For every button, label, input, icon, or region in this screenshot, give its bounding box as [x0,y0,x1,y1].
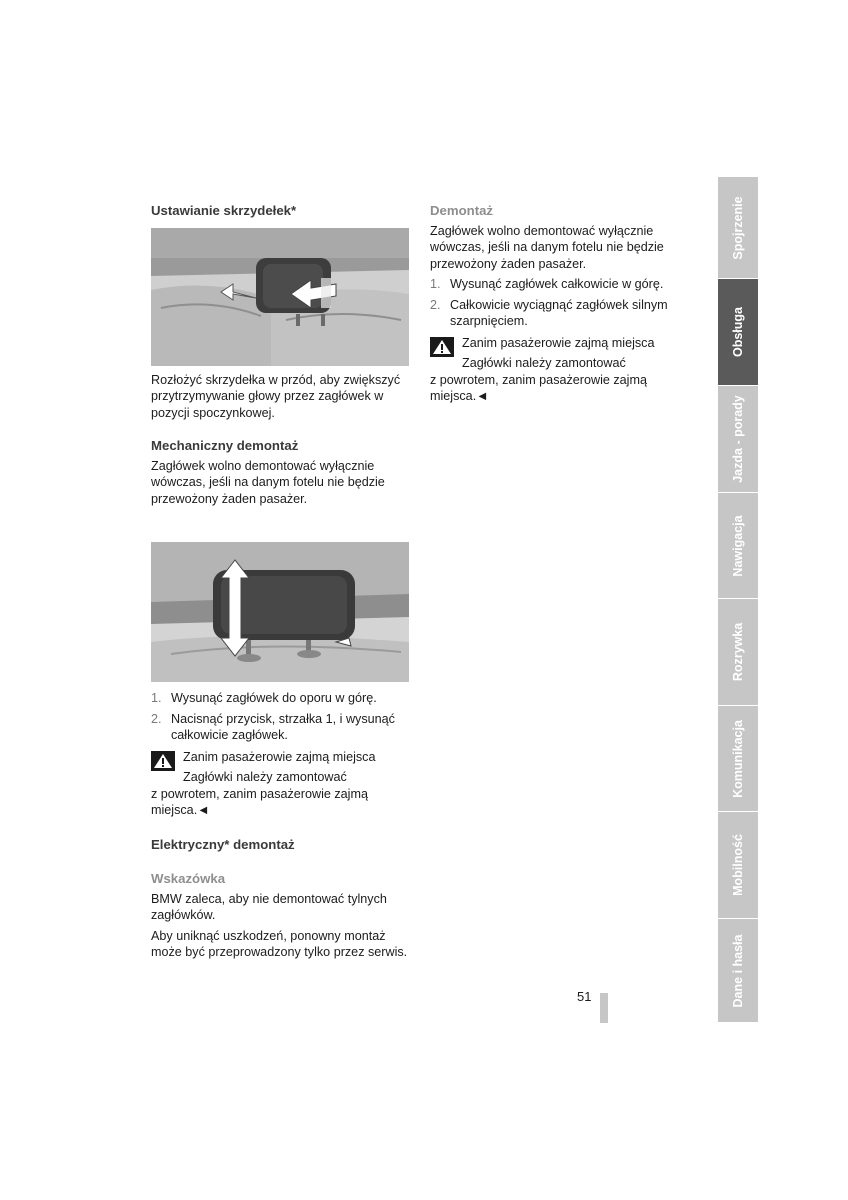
warning-block: Zanim pasażerowie zajmą miejsca Zagłówki należy zamontować z powrotem, zanim pasażerowie zajmą miejsca.◄ [151,749,376,817]
tab-spojrzenie[interactable]: Spojrzenie [718,177,758,279]
list-item: 2. Nacisnąć przycisk, strzałka 1, i wysunąć całkowicie zagłówek. [151,711,395,742]
page-number-bar [600,993,608,1023]
note-heading: Wskazówka [151,871,226,886]
tab-jazda-porady[interactable]: Jazda - porady [718,386,758,493]
removal-text: Zagłówek wolno demontować wyłącznie wówczas, jeśli na danym fotelu nie będzie przewożony żaden pasażer. [430,223,664,271]
left-column [151,203,413,961]
warning-icon [430,337,454,357]
right-column [430,203,692,405]
tab-komunikacja[interactable]: Komunikacja [718,706,758,812]
page-number: 51 [577,989,592,1004]
note-text-1: BMW zaleca, aby nie demontować tylnych zagłówków. [151,891,387,922]
headrest-wings-photo [151,228,409,366]
warning-icon [151,751,175,771]
chapter-tabs [718,177,758,1023]
headrest-removal-photo [151,542,409,682]
tab-rozrywka[interactable]: Rozrywka [718,599,758,706]
tab-obsluga[interactable]: Obsługa [718,279,758,386]
removal-steps-list [430,276,692,330]
list-item: 1. Wysunąć zagłówek do oporu w górę. [151,691,377,705]
heading-removal: Demontaż [430,203,494,218]
warning-block: Zanim pasażerowie zajmą miejsca Zagłówki należy zamontować z powrotem, zanim pasażerowie zajmą miejsca.◄ [430,335,655,403]
list-item: 2. Całkowicie wyciągnąć zagłówek silnym szarpnięciem. [430,297,668,328]
removal-illustration [151,542,409,682]
tab-mobilnosc[interactable]: Mobilność [718,812,758,919]
heading-electric-removal: Elektryczny* demontaż [151,836,295,852]
heading-wings-adjustment: Ustawianie skrzydełek* [151,203,297,218]
wings-caption: Rozłożyć skrzydełka w przód, aby zwiększyć przytrzymywanie głowy przez zagłówek w pozycji spoczynkowej. [151,372,401,420]
list-item: 1. Wysunąć zagłówek całkowicie w górę. [430,277,664,291]
tab-nawigacja[interactable]: Nawigacja [718,493,758,599]
note-text-2: Aby uniknąć uszkodzeń, ponowny montaż może być przeprowadzony tylko przez serwis. [151,928,408,959]
wings-illustration [151,228,409,366]
tab-dane-i-hasla[interactable]: Dane i hasła [718,919,758,1023]
mechanical-steps-list [151,690,413,744]
mechanical-removal-text: Zagłówek wolno demontować wyłącznie wówczas, jeśli na danym fotelu nie będzie przewożony żaden pasażer. [151,458,385,506]
heading-mechanical-removal: Mechaniczny demontaż [151,438,299,453]
